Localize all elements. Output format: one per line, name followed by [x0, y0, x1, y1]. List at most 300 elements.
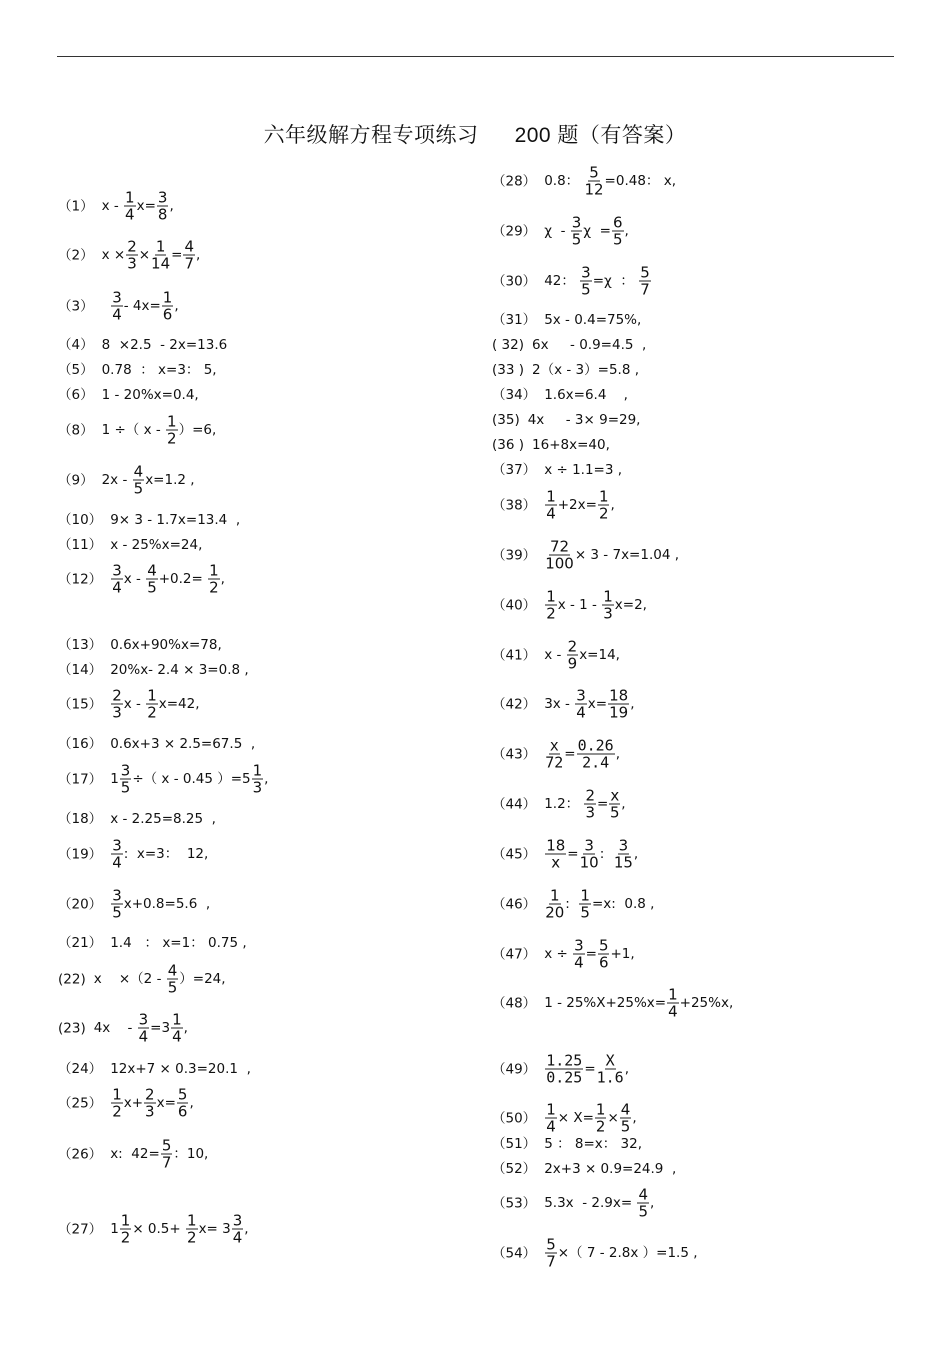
equation-text: , [264, 771, 269, 787]
denominator: 6 [598, 953, 609, 972]
numerator: 1 [580, 886, 590, 905]
equation-text: x × [101, 247, 126, 263]
equation-item [58, 190, 174, 223]
numerator: 3 [584, 836, 594, 855]
equation-text: 12x+7 × 0.3=20.1 , [110, 1061, 251, 1077]
header-rule [57, 56, 894, 57]
equation-text [102, 298, 111, 314]
numerator: 1 [252, 761, 263, 780]
numerator: 1 [187, 1211, 197, 1230]
numerator: 6 [612, 213, 623, 232]
equation-number: (36 ) [492, 437, 525, 453]
equation-text: , [633, 846, 639, 862]
title-count: 200 题（有答案） [514, 124, 687, 147]
equation-number: （43） [492, 746, 537, 762]
equation-number: （11） [58, 537, 103, 553]
equation-item [492, 312, 641, 328]
equation-text: = [564, 746, 576, 762]
fraction [614, 838, 633, 871]
equation-text: 42： [544, 273, 580, 289]
numerator: 1 [112, 1085, 122, 1104]
numerator: 5 [598, 936, 609, 955]
numerator: 1 [125, 188, 135, 207]
equation-item [58, 888, 210, 921]
equation-text: 1 [110, 1221, 119, 1237]
denominator: 100 [545, 554, 574, 573]
equation-item [58, 1061, 251, 1077]
equation-text: x - 2.25=8.25 , [110, 811, 216, 827]
equation-item [58, 662, 249, 678]
fraction [146, 563, 158, 596]
denominator: 5 [638, 1202, 648, 1221]
denominator: 5 [120, 778, 131, 797]
equation-item [492, 688, 634, 721]
numerator: 2 [145, 1085, 155, 1104]
equation-text: , [610, 497, 615, 513]
fraction [577, 738, 615, 771]
fraction [545, 1053, 583, 1086]
equation-text: , [630, 696, 635, 712]
denominator: 7 [184, 254, 194, 273]
fraction [111, 1087, 123, 1120]
equation-item [492, 1237, 698, 1270]
equation-text: 1 ÷（ x - [101, 422, 166, 438]
equation-item [492, 437, 610, 453]
equation-text: +1, [610, 946, 635, 962]
equation-item [492, 462, 622, 478]
denominator: 2 [595, 1117, 606, 1136]
equation-text: +25%x, [679, 995, 734, 1011]
fraction [595, 1102, 607, 1135]
denominator: 7 [640, 280, 650, 299]
numerator: 4 [147, 561, 157, 580]
fraction [545, 589, 557, 622]
numerator: 18 [609, 686, 629, 705]
fraction [545, 489, 557, 522]
equation-text: 1 - 20%x=0.4, [101, 387, 199, 403]
equation-text: 2x - [101, 472, 132, 488]
equation-number: （26） [58, 1146, 103, 1162]
equation-text: 4x - 3× 9=29, [527, 412, 641, 428]
equation-number: （52） [492, 1161, 537, 1177]
equation-item [58, 736, 255, 752]
equation-text: , [174, 298, 179, 314]
denominator: 3 [603, 604, 613, 623]
numerator: 3 [232, 1211, 243, 1230]
equation-item [58, 963, 226, 996]
equation-text: 1.6x=6.4 , [544, 387, 628, 403]
equation-text: × 3 - 7x=1.04 , [574, 547, 680, 563]
fraction [151, 239, 170, 272]
numerator: 4 [133, 462, 144, 481]
equation-number: （39） [492, 547, 537, 563]
denominator: 5 [112, 903, 122, 922]
fraction [545, 838, 566, 871]
numerator: 3 [112, 836, 122, 855]
denominator: 5 [609, 803, 620, 822]
equation-number: （38） [492, 497, 537, 513]
equation-text: 0.8： [544, 173, 584, 189]
fraction [157, 190, 169, 223]
numerator: 4 [638, 1185, 648, 1204]
equation-number: （37） [492, 462, 537, 478]
equation-number: （29） [492, 223, 537, 239]
equation-text: x - 25%x=24, [110, 537, 203, 553]
equation-text: =x: 0.8 , [591, 896, 655, 912]
equation-number: （2） [58, 247, 94, 263]
numerator: 3 [112, 561, 122, 580]
fraction [126, 239, 138, 272]
equation-item [58, 362, 217, 378]
denominator: 6 [177, 1102, 188, 1121]
equation-item [492, 1102, 637, 1135]
equation-text: x - [544, 647, 566, 663]
numerator: 4 [184, 237, 194, 256]
equation-text: = [585, 946, 597, 962]
numerator: 3 [112, 288, 122, 307]
equation-item [58, 414, 216, 447]
numerator: 1 [598, 487, 609, 506]
fraction [584, 165, 603, 198]
equation-text: : x=3： 12, [123, 846, 209, 862]
equation-text: 5.3x - 2.9x= [544, 1195, 637, 1211]
numerator: 0.26 [577, 736, 614, 755]
fraction [177, 1087, 189, 1120]
fraction [545, 539, 574, 572]
fraction [620, 1102, 632, 1135]
denominator: 1.6 [596, 1068, 624, 1087]
fraction [111, 290, 123, 323]
equation-text: 6x - 0.9=4.5 , [532, 337, 647, 353]
equation-number: （25） [58, 1095, 103, 1111]
equation-number: （28） [492, 173, 537, 189]
equation-text: ：10, [173, 1146, 209, 1162]
denominator: 4 [112, 578, 122, 597]
fraction [609, 788, 620, 821]
equation-text: × [607, 1110, 619, 1126]
numerator: 5 [161, 1136, 172, 1155]
equation-number: （42） [492, 696, 537, 712]
equation-item [492, 362, 639, 378]
equation-text: =3 [150, 1020, 171, 1036]
fraction [598, 489, 610, 522]
equation-text: - 4x= [123, 298, 161, 314]
equation-item [492, 1136, 642, 1152]
equation-text: x - 1 - [557, 597, 602, 613]
numerator: 18 [546, 836, 566, 855]
numerator: 72 [549, 537, 570, 556]
numerator: 3 [581, 263, 591, 282]
fraction [111, 688, 123, 721]
numerator: 5 [640, 263, 650, 282]
denominator: 3 [252, 778, 263, 797]
equation-number: （54） [492, 1245, 537, 1261]
numerator: 2 [585, 786, 595, 805]
equation-text: 1.4 ： x=1： 0.75 , [110, 935, 247, 951]
equation-number: （49） [492, 1061, 537, 1077]
numerator: 1 [546, 1100, 556, 1119]
denominator: 19 [609, 703, 629, 722]
equation-item [492, 938, 635, 971]
denominator: 7 [161, 1153, 172, 1172]
numerator: 3 [112, 886, 122, 905]
denominator: 2 [112, 1102, 122, 1121]
fraction [608, 688, 629, 721]
numerator: 1 [209, 561, 219, 580]
equation-item [492, 165, 676, 198]
equation-number: （16） [58, 736, 103, 752]
equation-text: 1 - 25%X+25%x= [544, 995, 667, 1011]
equation-text: x - [101, 198, 124, 214]
fraction [598, 938, 610, 971]
numerator: x [549, 736, 559, 755]
numerator: 5 [177, 1085, 188, 1104]
numerator: 1 [595, 1100, 606, 1119]
numerator: 1 [167, 412, 177, 431]
equation-text: x+ [123, 1095, 144, 1111]
equation-number: （45） [492, 846, 537, 862]
denominator: 4 [232, 1228, 243, 1247]
equation-number: （41） [492, 647, 537, 663]
equation-item [58, 838, 208, 871]
equation-text: x=42, [158, 696, 200, 712]
equation-item [492, 1187, 654, 1220]
denominator: 3 [112, 703, 122, 722]
equation-item [58, 464, 195, 497]
equation-number: （50） [492, 1110, 537, 1126]
denominator: 4 [112, 305, 122, 324]
equation-item [492, 788, 626, 821]
denominator: 9 [567, 654, 578, 673]
equation-number: ( 32) [492, 337, 525, 353]
denominator: 5 [147, 578, 157, 597]
equation-text: ×（ 7 - 2.8x ）=1.5 , [557, 1245, 698, 1261]
fraction [567, 639, 579, 672]
fraction [545, 888, 564, 921]
fraction [162, 290, 174, 323]
fraction [138, 1012, 150, 1045]
equation-text: +2x= [557, 497, 597, 513]
equation-text: , [183, 1020, 188, 1036]
equation-number: （47） [492, 946, 537, 962]
equation-text: × 0.5+ [132, 1221, 186, 1237]
fraction [575, 688, 587, 721]
denominator: 5 [612, 230, 623, 249]
equation-item [492, 489, 615, 522]
equation-text: : [565, 896, 579, 912]
equation-text: 1 [110, 771, 119, 787]
fraction [161, 1138, 173, 1171]
fraction [144, 1087, 156, 1120]
numerator: 2 [112, 686, 122, 705]
equation-text: x= 3 [198, 1221, 231, 1237]
numerator: 5 [546, 1235, 556, 1254]
equation-text: , [169, 198, 174, 214]
equation-item [58, 290, 179, 323]
equation-number: (35) [492, 412, 520, 428]
equation-number: (22) [58, 971, 86, 987]
fraction [167, 963, 179, 996]
numerator: 1 [549, 886, 560, 905]
equation-text: ）=24, [179, 971, 226, 987]
denominator: 3 [145, 1102, 155, 1121]
numerator: 1 [147, 686, 157, 705]
equation-text: x - [123, 696, 146, 712]
equation-text: x= [136, 198, 156, 214]
denominator: 5 [580, 903, 590, 922]
numerator: 1.25 [546, 1051, 583, 1070]
numerator: 4 [620, 1100, 631, 1119]
equation-text: x: 42= [110, 1146, 160, 1162]
equation-text: , [621, 796, 626, 812]
equation-item [58, 688, 200, 721]
denominator: 4 [546, 504, 556, 523]
equation-number: （5） [58, 362, 94, 378]
equation-text: +0.2= [158, 571, 208, 587]
fraction [183, 239, 195, 272]
equation-text: x=14, [579, 647, 620, 663]
equation-text: x ÷ 1.1=3 , [544, 462, 623, 478]
equation-item [492, 1053, 629, 1086]
denominator: 72 [545, 753, 564, 772]
fraction [579, 888, 591, 921]
equation-text: , [650, 1195, 655, 1211]
equation-item [58, 1087, 194, 1120]
equation-text: × [138, 247, 151, 263]
denominator: 2 [147, 703, 157, 722]
equation-number: （24） [58, 1061, 103, 1077]
numerator: 3 [571, 213, 582, 232]
equation-item [492, 1161, 676, 1177]
equation-text: x - [123, 571, 146, 587]
denominator: 2 [598, 504, 609, 523]
equation-number: （48） [492, 995, 537, 1011]
denominator: 2.4 [582, 753, 610, 772]
equation-text: , [624, 223, 629, 239]
equation-item [492, 888, 654, 921]
equation-number: （51） [492, 1136, 537, 1152]
equation-number: （19） [58, 846, 103, 862]
numerator: 2 [567, 637, 578, 656]
denominator: 7 [546, 1252, 556, 1271]
fraction [580, 838, 599, 871]
equation-item [492, 838, 638, 871]
equation-text: 3x - [544, 696, 575, 712]
denominator: 0.25 [546, 1068, 583, 1087]
equation-number: （15） [58, 696, 103, 712]
equation-item [492, 265, 652, 298]
fraction [545, 1237, 557, 1270]
equation-text: ）=6, [178, 422, 217, 438]
fraction [120, 1213, 132, 1246]
numerator: x [610, 786, 620, 805]
fraction [667, 987, 679, 1020]
equation-item [492, 215, 629, 248]
equation-number: （21） [58, 935, 103, 951]
equation-text: , [244, 1221, 249, 1237]
equation-item [58, 337, 227, 353]
equation-text: 0.6x+90%x=78, [110, 637, 222, 653]
equation-number: （3） [58, 298, 94, 314]
denominator: 3 [127, 254, 137, 273]
numerator: 1 [162, 288, 173, 307]
equation-text: , [615, 746, 620, 762]
fraction [166, 414, 178, 447]
page-title [0, 119, 950, 149]
equation-item [58, 537, 202, 553]
fraction [232, 1213, 244, 1246]
equation-item [58, 387, 199, 403]
denominator: 4 [125, 205, 135, 224]
numerator: 4 [167, 961, 178, 980]
equation-text: 9× 3 - 1.7x=13.4 , [110, 512, 241, 528]
fraction [545, 738, 563, 771]
denominator: 20 [545, 903, 565, 922]
title-main: 六年级解方程专项练习 [263, 123, 479, 147]
equation-item [492, 387, 628, 403]
numerator: 1 [603, 587, 613, 606]
denominator: 4 [138, 1027, 149, 1046]
denominator: 5 [167, 978, 178, 997]
fraction [111, 888, 123, 921]
equation-item [58, 811, 216, 827]
equation-text: = [584, 1061, 596, 1077]
numerator: 3 [574, 936, 584, 955]
equation-number: （10） [58, 512, 103, 528]
equation-item [492, 639, 620, 672]
equation-text: , [624, 1061, 630, 1077]
denominator: 4 [574, 953, 584, 972]
equation-text: = [567, 846, 579, 862]
denominator: 3 [585, 803, 595, 822]
equation-text: x= [156, 1095, 176, 1111]
equation-number: （34） [492, 387, 537, 403]
equation-text: x ÷ [544, 946, 573, 962]
denominator: 6 [162, 305, 173, 324]
equation-text: x=1.2 , [145, 472, 195, 488]
denominator: 12 [584, 180, 604, 199]
equation-text: 2x+3 × 0.9=24.9 , [544, 1161, 677, 1177]
equation-text: , [196, 247, 201, 263]
equation-number: (33 ) [492, 362, 525, 378]
equation-item [58, 1012, 188, 1045]
equation-text: 5 ： 8=x： 32, [544, 1136, 643, 1152]
numerator: 5 [589, 163, 599, 182]
fraction [120, 763, 132, 796]
equation-number: （14） [58, 662, 103, 678]
equation-number: （40） [492, 597, 537, 613]
denominator: 5 [620, 1117, 631, 1136]
equation-number: （27） [58, 1221, 103, 1237]
equation-text: χ = [583, 223, 611, 239]
numerator: 3 [157, 188, 168, 207]
denominator: 4 [576, 703, 586, 722]
equation-text: x=2, [614, 597, 647, 613]
equation-item [492, 539, 679, 572]
equation-number: （30） [492, 273, 537, 289]
denominator: 5 [133, 479, 144, 498]
denominator: 4 [668, 1002, 678, 1021]
equation-number: （53） [492, 1195, 537, 1211]
denominator: 2 [187, 1228, 197, 1247]
denominator: 2 [120, 1228, 131, 1247]
fraction [602, 589, 614, 622]
equation-number: （4） [58, 337, 94, 353]
denominator: 2 [167, 429, 177, 448]
fraction [146, 688, 158, 721]
fraction [545, 1102, 557, 1135]
equation-text: =χ ： [592, 273, 639, 289]
